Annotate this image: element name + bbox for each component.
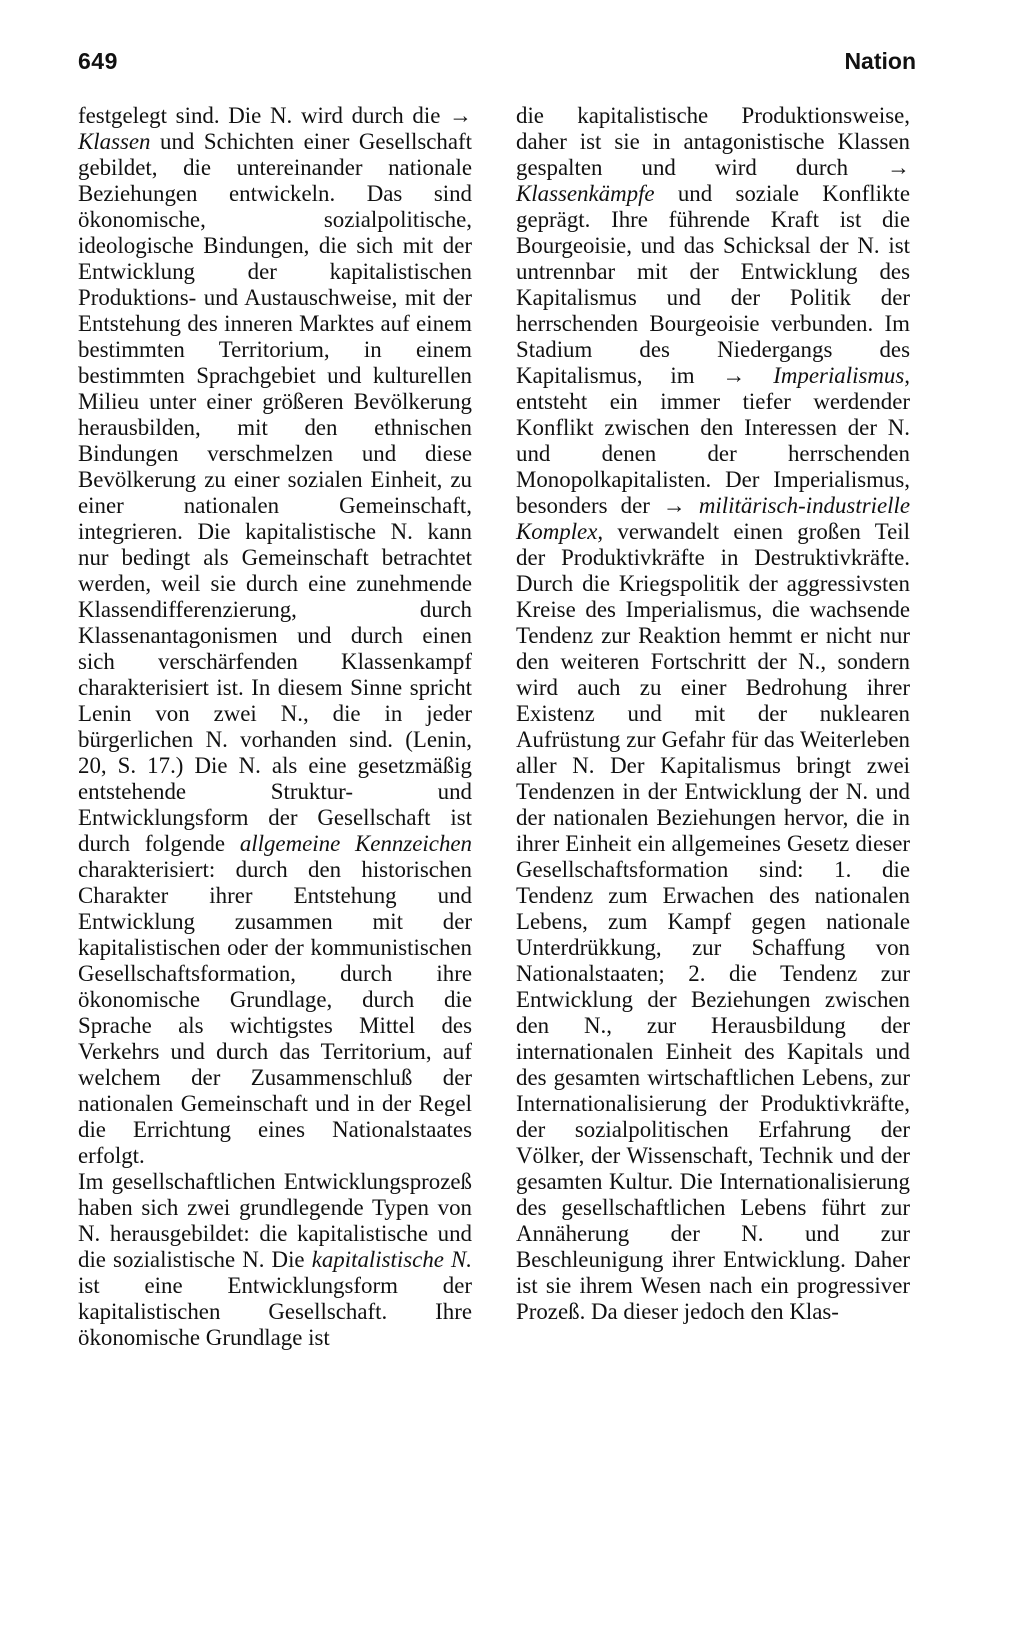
text-run: verwandelt einen großen Teil der Produktivkräfte in Destruktivkräfte. Durch die Kriegspolitik der aggressivsten Kreise des Imperialismus, die wachsende Tendenz zur Reaktion hemmt er nicht nur den weiteren Fortschritt der N., sondern wird auch zu einer Bedrohung ihrer Existenz und mit der nuklearen Aufrüstung zur Gefahr für das Weiterleben aller N. Der Kapitalismus bringt zwei Tendenzen in der Entwicklung der N. und der nationalen Beziehungen hervor, die in ihrer Einheit ein allgemeines Gesetz dieser Gesellschaftsformation sind: 1. die Tendenz zum Erwachen des nationalen Lebens, zum Kampf gegen nationale Unterdrükkung, zur Schaffung von Nationalstaaten; 2. die Tendenz zur Entwicklung der Beziehungen zwischen den N., zur Herausbildung der internationalen Einheit des Kapitals und des gesamten wirtschaftlichen Lebens, zur Internationalisierung der Produktivkräfte, der sozialpolitischen Erfahrung der Völker, der Wissenschaft, Technik und der gesamten Kultur. Die Internationalisierung des gesellschaftlichen Lebens führt zur Annäherung der N. und zur Beschleunigung ihrer Entwicklung. Daher ist sie ihrem Wesen nach ein progressiver Prozeß. Da dieser jedoch den Klas- xyxy=(516,519,910,1324)
paragraph-types-of-nation xyxy=(78,1169,472,1351)
cross-reference-klassen: Klassen xyxy=(78,129,151,154)
cross-reference-imperialismus: Imperialismus, xyxy=(773,363,910,388)
text-run: und Schichten einer Gesellschaft gebildet, die untereinander nationale Beziehungen entwickeln. Das sind ökonomische, sozialpolitische, ideologische Bindungen, die sich mit der Entwicklung der kapitalistischen Produktions- und Austauschweise, mit der Entstehung des inneren Marktes auf einem bestimmten Territorium, in einem bestimmten Sprachgebiet und kulturellen Milieu unter einer größeren Bevölkerung herausbilden, mit den ethnischen Bindungen verschmelzen und diese Bevölkerung zu einer sozialen Einheit, zu einer nationalen Gemeinschaft, integrieren. Die kapitalistische N. kann nur bedingt als Gemeinschaft betrachtet werden, weil sie durch eine zunehmende Klassendifferenzierung, durch Klassenantagonismen und durch einen sich verschärfenden Klassenkampf charakterisiert ist. In diesem Sinne spricht Lenin von zwei N., die in jeder bürgerlichen N. vorhanden sind. (Lenin, 20, S. 17.) Die N. als eine gesetzmäßig entstehende Struktur- und Entwicklungsform der Gesellschaft ist durch folgende xyxy=(78,129,472,856)
emphasis-allgemeine-kennzeichen: allgemeine Kennzeichen xyxy=(239,831,472,856)
page-number: 649 xyxy=(78,48,118,74)
text-run: ist eine Entwicklungsform der kapitalistischen Gesellschaft. Ihre ökonomische Grundlage ist xyxy=(78,1273,472,1350)
text-run: charakterisiert: durch den historischen Charakter ihrer Entstehung und Entwicklung zusammen mit der kapitalistischen oder der kommunistischen Gesellschaftsformation, durch ihre ökonomische Grundlage, durch die Sprache als wichtigstes Mittel des Verkehrs und durch das Territorium, auf welchem der Zusammenschluß der nationalen Gemeinschaft und in der Regel die Errichtung eines Nationalstaates erfolgt. xyxy=(78,857,472,1168)
paragraph-capitalist-nation xyxy=(516,103,910,1325)
running-head: Nation xyxy=(844,48,916,74)
right-column xyxy=(516,103,910,1325)
text-run: festgelegt sind. Die N. wird durch die → xyxy=(78,103,472,128)
left-column xyxy=(78,103,472,1351)
text-run: entsteht ein immer tiefer werdender Konflikt zwischen den Interessen der N. und denen der herrschenden Monopolkapitalisten. Der Imperialismus, besonders der → xyxy=(516,389,910,518)
text-run: die kapitalistische Produktionsweise, daher ist sie in antagonistische Klassen gespalten und wird durch → xyxy=(516,103,910,180)
text-run: Im gesellschaftlichen Entwicklungsprozeß haben sich zwei grundlegende Typen von N. herausgebildet: die kapitalistische und die sozialistische N. Die xyxy=(78,1169,472,1272)
emphasis-kapitalistische-nation: kapitalistische N. xyxy=(311,1247,473,1272)
cross-reference-militaerisch-industrieller-komplex: militärisch-industrielle Komplex, xyxy=(516,493,910,544)
text-run: und soziale Konflikte geprägt. Ihre führende Kraft ist die Bourgeoisie, und das Schicksal der N. ist untrennbar mit der Entwicklung des Kapitalismus und der Politik der herrschenden Bourgeoisie verbunden. Im Stadium des Niedergangs des Kapitalismus, im → xyxy=(516,181,910,388)
cross-reference-klassenkaempfe: Klassenkämpfe xyxy=(516,181,655,206)
paragraph-nation-definition xyxy=(78,103,472,1169)
